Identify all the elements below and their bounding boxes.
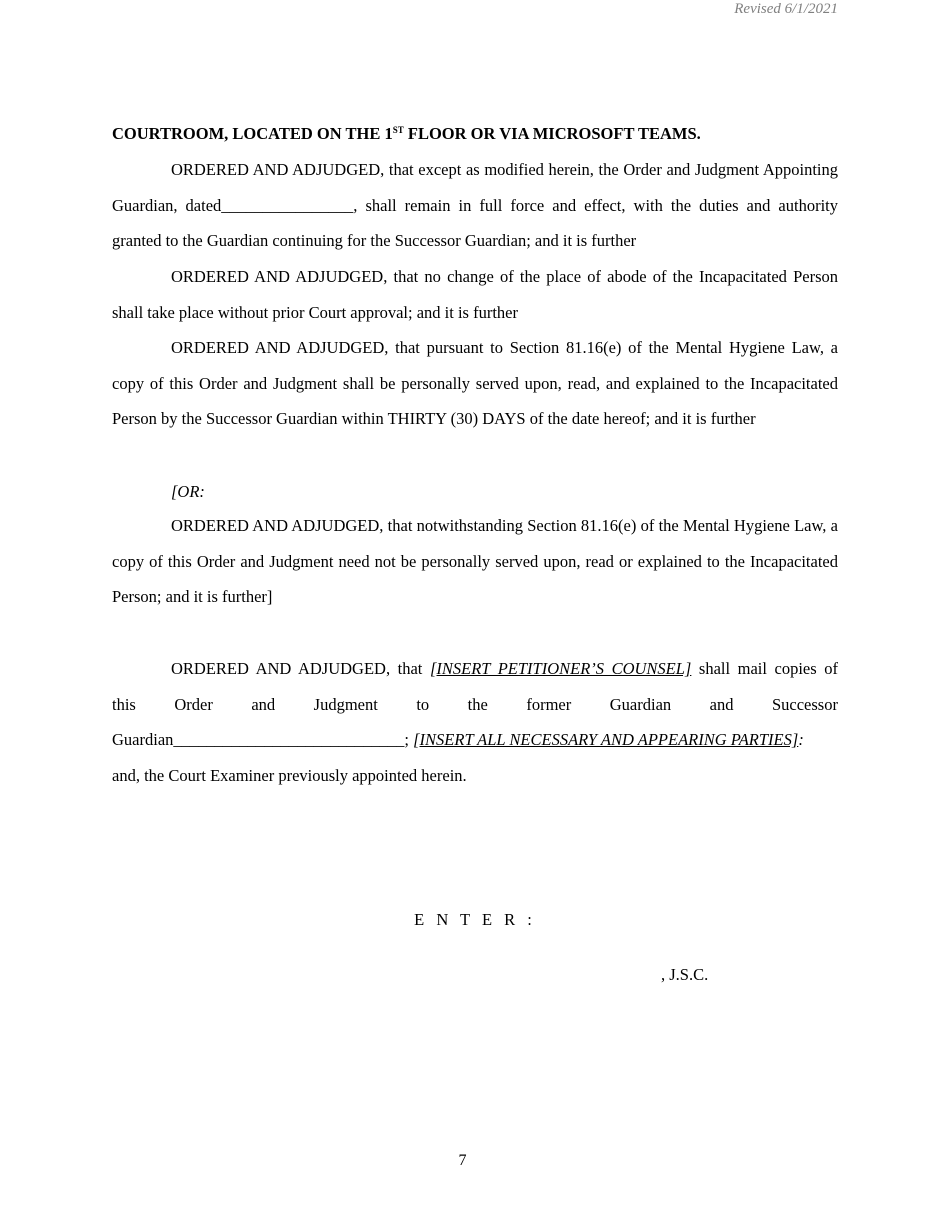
paragraph-mail-copies bbox=[112, 651, 838, 793]
mail-copies-line-3 bbox=[112, 722, 838, 758]
mail-copies-continue: shall mail copies of bbox=[691, 659, 838, 678]
jsc-signature-line: , J.S.C. bbox=[661, 965, 709, 984]
word: former bbox=[526, 694, 572, 714]
word: Judgment bbox=[313, 694, 378, 714]
or-alternative-marker: [OR: bbox=[171, 482, 205, 501]
word: and bbox=[251, 694, 276, 714]
heading-text-1: COURTROOM, LOCATED ON THE 1 bbox=[112, 124, 393, 143]
mail-copies-start: ORDERED AND ADJUDGED, that bbox=[171, 659, 430, 678]
enter-label: E N T E R : bbox=[414, 910, 536, 929]
word: Order bbox=[174, 694, 213, 714]
successor-guardian-blank: Guardian____________________________; bbox=[112, 730, 414, 750]
word: Guardian bbox=[609, 694, 672, 714]
insert-parties-placeholder: [INSERT ALL NECESSARY AND APPEARING PARTIES] bbox=[413, 730, 799, 750]
paragraph-service-not-required: ORDERED AND ADJUDGED, that notwithstanding Section 81.16(e) of the Mental Hygiene Law, a copy of this Order and Judgment need not be personally served upon, read or explained to the Incapacitated Person; and it is further] bbox=[112, 516, 838, 607]
word: the bbox=[467, 694, 488, 714]
heading-text-2: FLOOR OR VIA MICROSOFT TEAMS. bbox=[403, 124, 701, 143]
word: Successor bbox=[771, 694, 838, 714]
section-heading bbox=[112, 124, 838, 144]
colon: : bbox=[798, 730, 804, 750]
page-number: 7 bbox=[458, 1152, 467, 1169]
mail-copies-line-4: and, the Court Examiner previously appointed herein. bbox=[112, 765, 467, 785]
paragraph-place-of-abode: ORDERED AND ADJUDGED, that no change of the place of abode of the Incapacitated Person shall take place without prior Court approval; and it is further bbox=[112, 267, 838, 322]
insert-petitioner-counsel-placeholder: [INSERT PETITIONER’S COUNSEL] bbox=[429, 659, 692, 678]
word: this bbox=[112, 694, 136, 714]
heading-superscript: ST bbox=[392, 125, 404, 135]
paragraph-personal-service: ORDERED AND ADJUDGED, that pursuant to Section 81.16(e) of the Mental Hygiene Law, a copy of this Order and Judgment shall be personally served upon, read, and explained to the Incapacitated Person by the Successor Guardian within THIRTY (30) DAYS of the date hereof; and it is further bbox=[112, 338, 838, 429]
mail-copies-line-1 bbox=[112, 651, 838, 687]
word: and bbox=[709, 694, 734, 714]
word: to bbox=[416, 694, 430, 714]
paragraph-order-remains-in-effect: ORDERED AND ADJUDGED, that except as modified herein, the Order and Judgment Appointing Guardian, dated________________, shall remain in full force and effect, with the duties and authority granted to the Guardian continuing for the Successor Guardian; and it is further bbox=[112, 160, 838, 251]
mail-copies-line-2 bbox=[112, 687, 838, 723]
revised-date: Revised 6/1/2021 bbox=[734, 1, 838, 17]
